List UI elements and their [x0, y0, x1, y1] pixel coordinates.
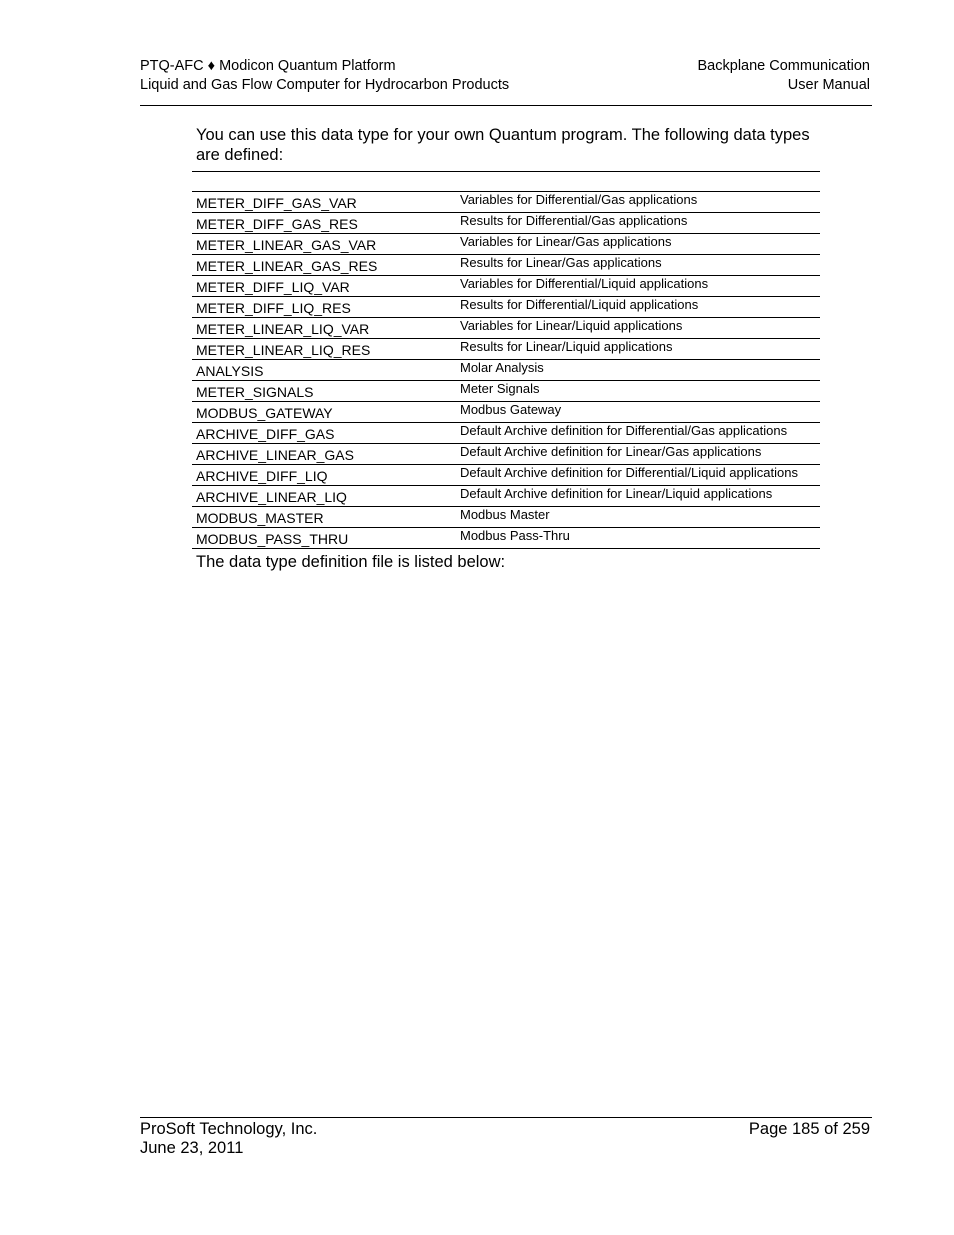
- data-type-description: Variables for Differential/Liquid applications: [460, 276, 709, 291]
- table-row: [192, 255, 820, 276]
- table-header-spacer: [192, 172, 820, 192]
- table-row: [192, 297, 820, 318]
- data-type-description: Default Archive definition for Linear/Liquid applications: [460, 486, 773, 501]
- data-type-name: METER_LINEAR_LIQ_VAR: [196, 321, 370, 337]
- data-type-description: Modbus Gateway: [460, 402, 562, 417]
- table-row: [192, 276, 820, 297]
- footer-company: ProSoft Technology, Inc.: [140, 1120, 318, 1138]
- table-row: [192, 234, 820, 255]
- table-row: [192, 318, 820, 339]
- intro-paragraph: You can use this data type for your own Quantum program. The following data types are defined:: [196, 126, 810, 164]
- footer-left: [140, 1120, 317, 1158]
- data-type-name: MODBUS_PASS_THRU: [196, 531, 349, 547]
- data-type-description: Default Archive definition for Differential/Liquid applications: [460, 465, 798, 480]
- table-row: [192, 465, 820, 486]
- data-type-name: METER_DIFF_LIQ_VAR: [196, 279, 350, 295]
- data-type-description: Modbus Pass-Thru: [460, 528, 570, 543]
- data-type-name: METER_DIFF_GAS_VAR: [196, 195, 357, 211]
- table-row: [192, 423, 820, 444]
- table-row: [192, 213, 820, 234]
- table-row: [192, 402, 820, 423]
- data-types-table-body: [192, 172, 820, 549]
- header-product-info: [140, 57, 509, 95]
- table-row: [192, 486, 820, 507]
- table-row: [192, 507, 820, 528]
- header-section-info: [698, 57, 870, 95]
- data-type-description: Results for Linear/Liquid applications: [460, 339, 673, 354]
- table-row: [192, 192, 820, 213]
- data-type-name: ARCHIVE_DIFF_LIQ: [196, 468, 328, 484]
- footer-page-number: Page 185 of 259: [748, 1120, 870, 1138]
- data-type-name: METER_DIFF_GAS_RES: [196, 216, 358, 232]
- data-type-description: Results for Linear/Gas applications: [460, 255, 662, 270]
- data-type-description: Molar Analysis: [460, 360, 544, 375]
- data-type-description: Default Archive definition for Linear/Gas applications: [460, 444, 762, 459]
- data-type-name: ARCHIVE_DIFF_GAS: [196, 426, 335, 442]
- data-type-description: Results for Differential/Liquid applications: [460, 297, 699, 312]
- data-type-description: Variables for Linear/Liquid applications: [460, 318, 683, 333]
- data-type-name: ANALYSIS: [196, 363, 264, 379]
- table-row: [192, 360, 820, 381]
- data-type-name: METER_DIFF_LIQ_RES: [196, 300, 351, 316]
- data-type-name: METER_SIGNALS: [196, 384, 314, 400]
- header-product-title: PTQ-AFC ♦ Modicon Quantum Platform: [140, 58, 396, 74]
- table-row: [192, 444, 820, 465]
- data-type-name: ARCHIVE_LINEAR_LIQ: [196, 489, 347, 505]
- data-type-name: METER_LINEAR_LIQ_RES: [196, 342, 371, 358]
- header-document-type: User Manual: [787, 77, 870, 93]
- data-type-description: Variables for Linear/Gas applications: [460, 234, 672, 249]
- data-type-description: Modbus Master: [460, 507, 550, 522]
- data-type-name: MODBUS_MASTER: [196, 510, 324, 526]
- page-footer: [140, 1117, 872, 1158]
- data-type-description: Default Archive definition for Differential/Gas applications: [460, 423, 788, 438]
- data-type-description: Variables for Differential/Gas applications: [460, 192, 698, 207]
- data-type-name: MODBUS_GATEWAY: [196, 405, 333, 421]
- page-header: [140, 57, 872, 106]
- header-section-title: Backplane Communication: [697, 58, 870, 74]
- data-type-description: Results for Differential/Gas applications: [460, 213, 688, 228]
- data-type-name: METER_LINEAR_GAS_VAR: [196, 237, 377, 253]
- after-table-paragraph: The data type definition file is listed below:: [196, 553, 506, 571]
- data-type-description: Meter Signals: [460, 381, 540, 396]
- footer-date: June 23, 2011: [140, 1139, 244, 1157]
- table-row: [192, 528, 820, 549]
- data-type-name: ARCHIVE_LINEAR_GAS: [196, 447, 354, 463]
- table-row: [192, 339, 820, 360]
- data-types-table: [192, 171, 820, 549]
- header-product-subtitle: Liquid and Gas Flow Computer for Hydrocarbon Products: [140, 77, 510, 93]
- data-type-name: METER_LINEAR_GAS_RES: [196, 258, 378, 274]
- table-row: [192, 381, 820, 402]
